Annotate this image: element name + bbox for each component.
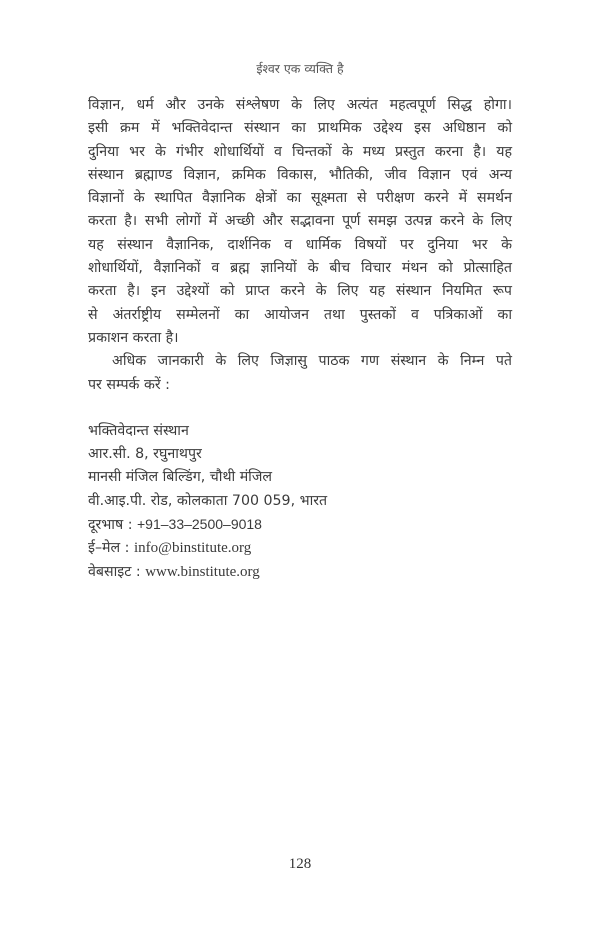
text-line: पर सम्पर्क करें : (88, 376, 170, 393)
address-line-2: मानसी मंजिल बिल्डिंग, चौथी मंजिल (88, 469, 273, 486)
phone-label: दूरभाष (88, 517, 124, 534)
text-line: इसी क्रम में भक्तिवेदान्त संस्थान का प्राथमिक उद्देश्य इस अधिष्ठान को (88, 120, 512, 137)
text-line: विज्ञान, धर्म और उनके संश्लेषण के लिए अत्यंत महत्वपूर्ण सिद्ध होगा। (88, 97, 512, 113)
email-label: ई–मेल (88, 540, 121, 557)
page-number: 128 (288, 856, 312, 872)
email-value: info@binstitute.org (133, 540, 252, 557)
website-line (88, 561, 512, 584)
paragraph-institute-description (88, 94, 512, 350)
phone-line (88, 513, 512, 537)
contact-address-block (88, 420, 512, 584)
text-line: यह संस्थान वैज्ञानिक, दार्शनिक व धार्मिक विषयों पर दुनिया भर के (88, 236, 512, 253)
organization-name: भक्तिवेदान्त संस्थान (88, 422, 189, 439)
text-line: दुनिया भर के गंभीर शोधार्थियों व चिन्तकों के मध्य प्रस्तुत करना है। यह (88, 143, 512, 160)
body-text (88, 94, 512, 584)
address-line-1: आर.सी. 8, रघुनाथपुर (88, 446, 202, 463)
email-line (88, 537, 512, 560)
text-line: विज्ञानों के स्थापित वैज्ञानिक क्षेत्रों का सूक्ष्मता से परीक्षण करने में समर्थन (88, 190, 512, 207)
phone-value: +91–33–2500–9018 (137, 516, 262, 533)
email-separator: : (120, 540, 134, 557)
text-line: से अंतर्राष्ट्रीय सम्मेलनों का आयोजन तथा पुस्तकों व पत्रिकाओं का (88, 306, 512, 323)
website-separator: : (131, 563, 146, 580)
phone-separator: : (123, 517, 137, 534)
website-value: www.binstitute.org (145, 563, 260, 580)
text-line: शोधार्थियों, वैज्ञानिकों व ब्रह्म ज्ञानियों के बीच विचार मंथन को प्रोत्साहित (88, 260, 512, 277)
text-line: अधिक जानकारी के लिए जिज्ञासु पाठक गण संस्थान के निम्न पते (112, 353, 512, 370)
paragraph-contact-intro (88, 350, 512, 397)
text-line: संस्थान ब्रह्माण्ड विज्ञान, क्रमिक विकास, भौतिकी, जीव विज्ञान एवं अन्य (88, 166, 512, 183)
address-line-3: वी.आइ.पी. रोड, कोलकाता 700 059, भारत (88, 492, 328, 509)
text-line: प्रकाशन करता है। (88, 329, 179, 346)
text-line: करता है। इन उद्देश्यों को प्राप्त करने के लिए यह संस्थान नियमित रूप (88, 283, 512, 300)
running-header: ईश्वर एक व्यक्ति है (256, 61, 344, 76)
website-label: वेबसाइट (88, 563, 132, 580)
text-line: करता है। सभी लोगों में अच्छी और सद्भावना पूर्ण समझ उत्पन्न करने के लिए (88, 213, 512, 230)
